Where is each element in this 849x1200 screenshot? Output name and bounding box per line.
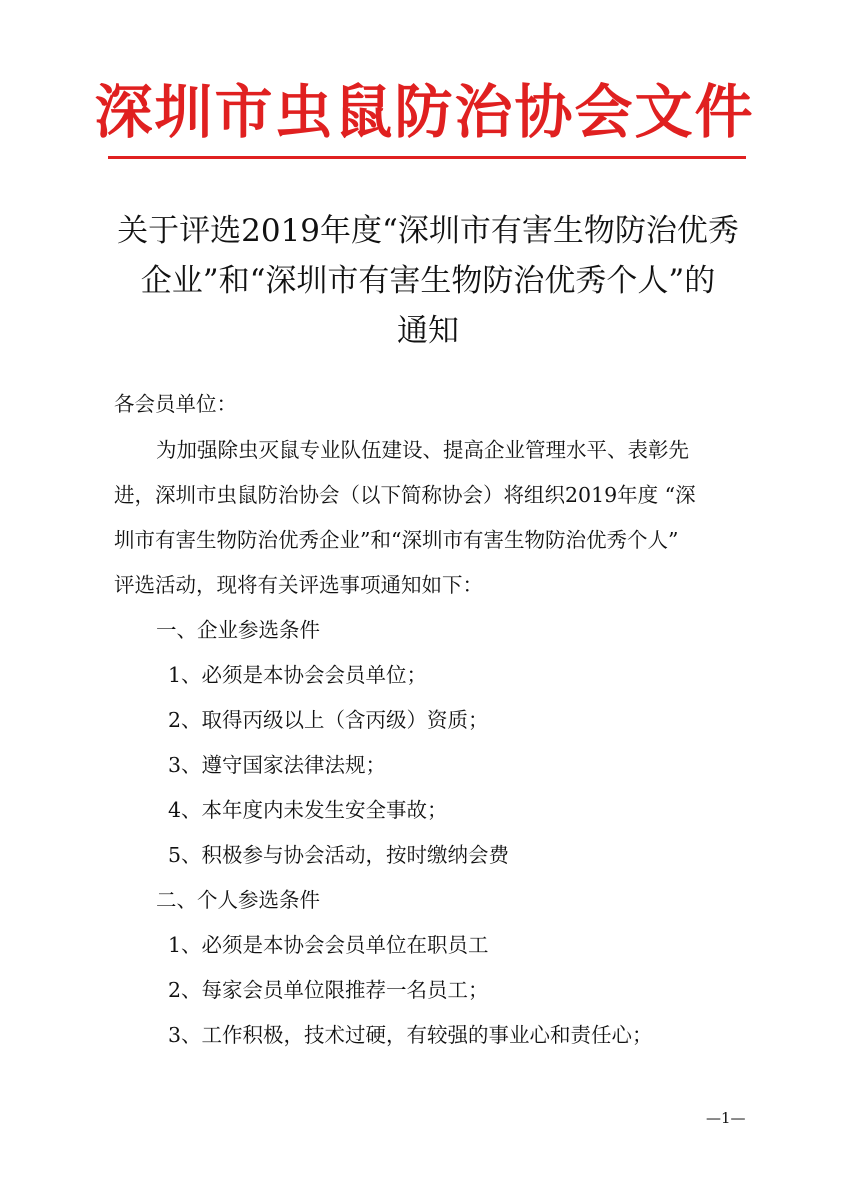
enterprise-condition-item: 5、积极参与协会活动，按时缴纳会费 bbox=[168, 843, 510, 867]
enterprise-condition-item: 3、遵守国家法律法规； bbox=[168, 753, 387, 777]
individual-condition-item: 1、必须是本协会会员单位在职员工 bbox=[168, 933, 489, 957]
section-heading-individual: 二、个人参选条件 bbox=[156, 888, 320, 912]
page-number: —1— bbox=[706, 1109, 746, 1127]
individual-condition-item: 3、工作积极，技术过硬，有较强的事业心和责任心； bbox=[168, 1023, 653, 1047]
intro-line: 圳市有害生物防治优秀企业”和“深圳市有害生物防治优秀个人” bbox=[114, 528, 679, 552]
salutation: 各会员单位： bbox=[114, 392, 237, 416]
header-red-rule bbox=[108, 156, 746, 159]
enterprise-condition-item: 2、取得丙级以上（含丙级）资质； bbox=[168, 708, 489, 732]
document-title-line: 关于评选2019年度“深圳市有害生物防治优秀 bbox=[117, 213, 739, 249]
individual-condition-item: 2、每家会员单位限推荐一名员工； bbox=[168, 978, 489, 1002]
document-title-line: 通知 bbox=[397, 313, 459, 349]
enterprise-condition-item: 4、本年度内未发生安全事故； bbox=[168, 798, 448, 822]
document-header-title: 深圳市虫鼠防治协会文件 bbox=[94, 78, 755, 146]
intro-line: 进，深圳市虫鼠防治协会（以下简称协会）将组织2019年度 “深 bbox=[114, 483, 696, 507]
section-heading-enterprise: 一、企业参选条件 bbox=[156, 618, 320, 642]
document-title bbox=[98, 206, 758, 356]
intro-line: 评选活动，现将有关评选事项通知如下： bbox=[114, 573, 483, 597]
intro-line: 为加强除虫灭鼠专业队伍建设、提高企业管理水平、表彰先 bbox=[156, 438, 689, 462]
document-title-line: 企业”和“深圳市有害生物防治优秀个人”的 bbox=[140, 263, 716, 299]
enterprise-condition-item: 1、必须是本协会会员单位； bbox=[168, 663, 428, 687]
